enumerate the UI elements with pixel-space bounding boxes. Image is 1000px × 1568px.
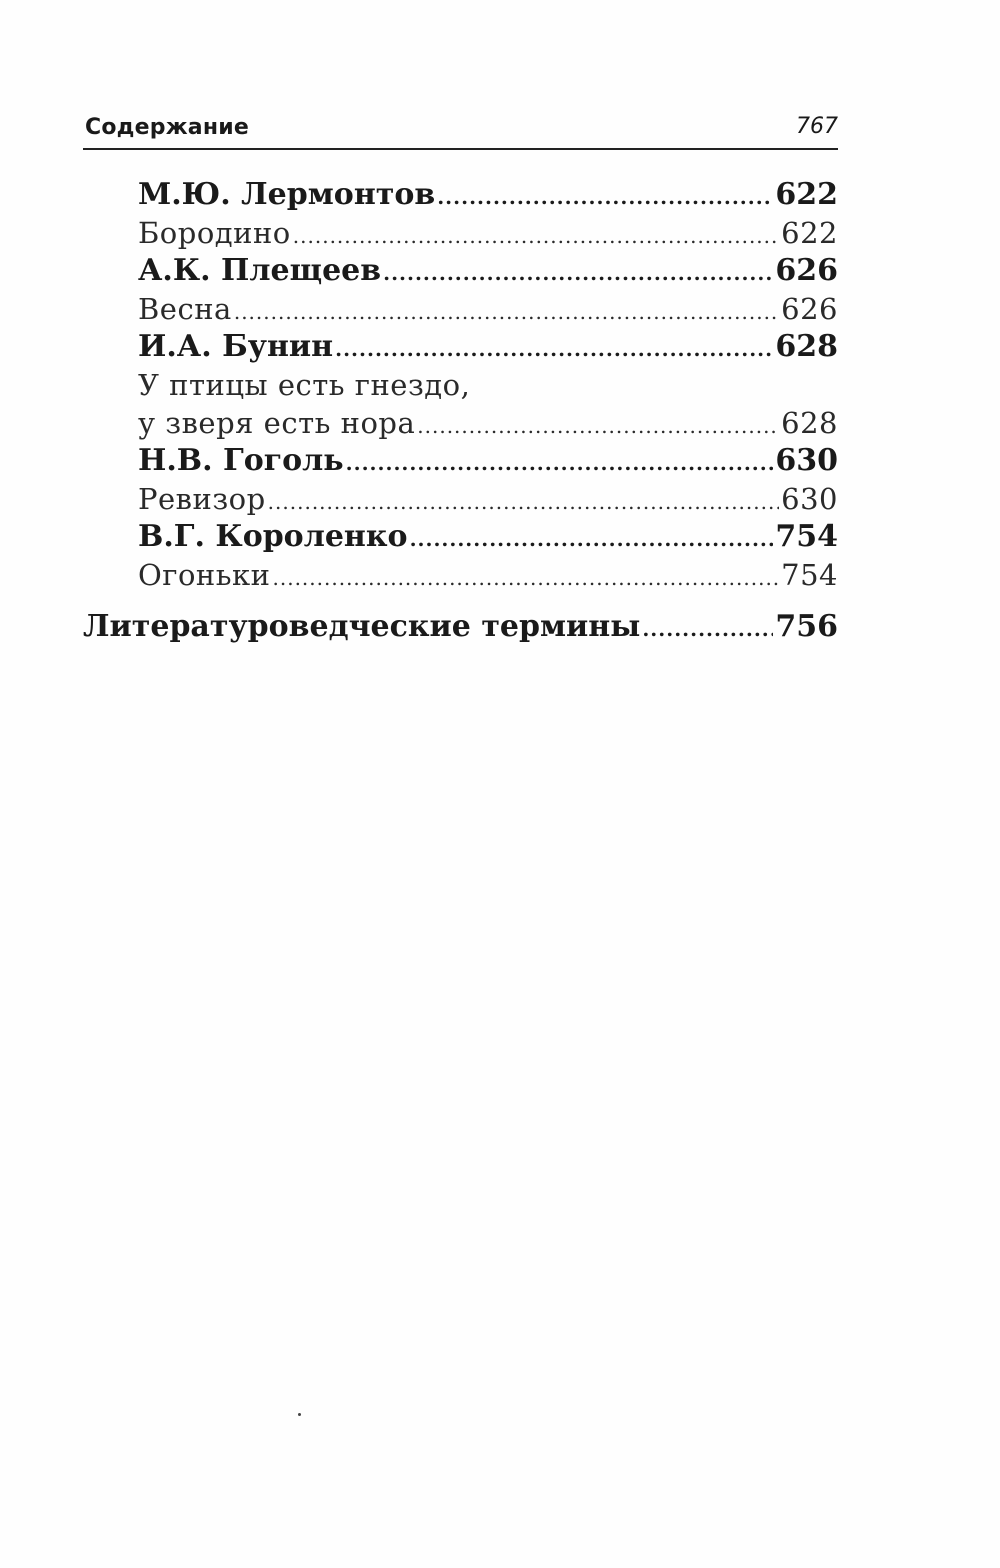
toc-entry-work: [138, 289, 838, 329]
dot-leader: [293, 216, 779, 256]
toc-entry-work: [138, 403, 838, 443]
toc-entry-page: 626: [781, 292, 838, 326]
page-number: 767: [796, 114, 838, 139]
toc-entry-title: И.А. Бунин: [138, 329, 334, 364]
toc-entry-title: А.К. Плещеев: [138, 253, 382, 288]
toc-entry-author: [138, 327, 838, 367]
toc-entry-title-line1: У птицы есть гнездо,: [138, 368, 471, 402]
toc-entry-work: [138, 213, 838, 253]
dot-leader: [410, 519, 774, 559]
toc-entry-work: [138, 555, 838, 595]
toc-entry-title: Ревизор: [138, 482, 266, 516]
toc-entry-page: 630: [781, 482, 838, 516]
toc-entry-title: В.Г. Короленко: [138, 519, 408, 554]
toc-entry-author: [138, 175, 838, 215]
toc-entry-page: 756: [775, 609, 838, 644]
section-title: Содержание: [85, 115, 249, 140]
toc-entry-page: 630: [775, 443, 838, 478]
toc-entry-page: 628: [775, 329, 838, 364]
dot-leader: [268, 482, 779, 522]
paper-speck: [298, 1413, 301, 1416]
toc-entry-page: 622: [781, 216, 838, 250]
toc-entry-title: Литературоведческие термины: [83, 609, 641, 644]
toc-entry-author: [138, 251, 838, 291]
toc-entry-page: 754: [775, 519, 838, 554]
running-header: [83, 110, 838, 150]
dot-leader: [383, 253, 773, 293]
toc-entry-work: [138, 479, 838, 519]
toc-entry-title: Огоньки: [138, 558, 271, 592]
toc-entry-page: 754: [781, 558, 838, 592]
dot-leader: [346, 443, 774, 483]
toc-entry-author: [138, 517, 838, 557]
toc-entry-page: 626: [775, 253, 838, 288]
dot-leader: [234, 292, 779, 332]
dot-leader: [642, 609, 773, 649]
dot-leader: [417, 406, 779, 446]
toc-entry-title: у зверя есть нора: [138, 406, 416, 440]
dot-leader: [437, 177, 773, 217]
toc-entry-title: М.Ю. Лермонтов: [138, 177, 436, 212]
toc-entry-title: Бородино: [138, 216, 291, 250]
dot-leader: [273, 558, 780, 598]
toc-entry-page: 622: [775, 177, 838, 212]
toc-entry-page: 628: [781, 406, 838, 440]
toc-entry-section: [83, 607, 838, 647]
toc-entry-author: [138, 441, 838, 481]
toc-entry-title: Н.В. Гоголь: [138, 443, 344, 478]
dot-leader: [335, 329, 773, 369]
toc-entry-title: Весна: [138, 292, 232, 326]
